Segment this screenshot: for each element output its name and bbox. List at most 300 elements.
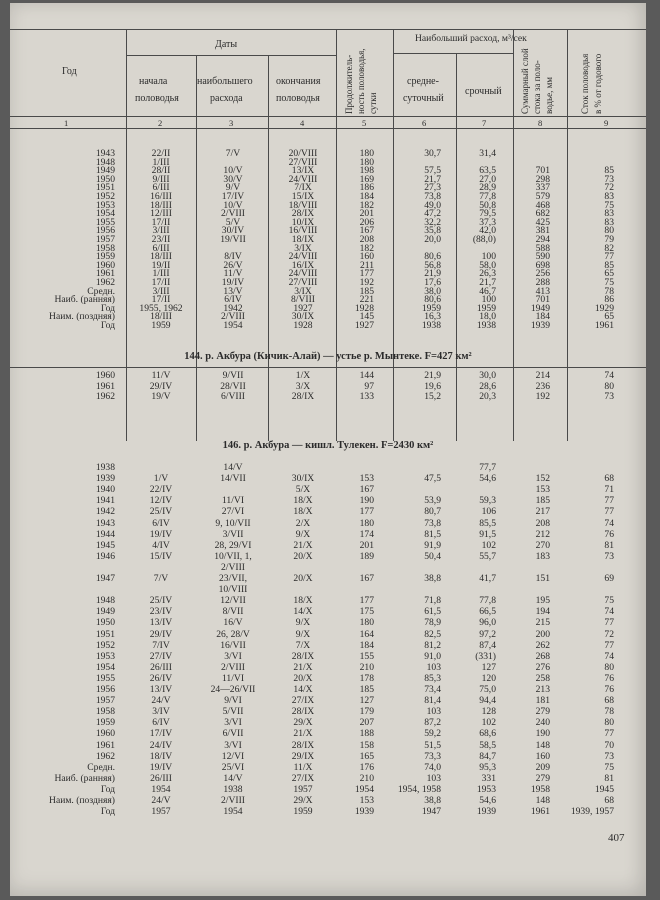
table-cell: 1928 <box>354 302 374 314</box>
table-cell: 32,2 <box>424 216 441 228</box>
table-cell: 7/V <box>153 573 169 584</box>
table-cell: 2/VIII <box>221 311 245 323</box>
table-cell: 100 <box>481 294 496 306</box>
table-cell: 9/III <box>152 173 170 185</box>
table-cell: 579 <box>535 191 550 202</box>
table-cell: 16/VII <box>220 639 246 651</box>
table-row <box>10 651 646 662</box>
table-cell: 1961 <box>594 320 614 331</box>
table-row <box>10 562 646 573</box>
table-cell: 77 <box>604 639 614 651</box>
table-cell: 1927 <box>354 320 374 331</box>
table-row <box>10 529 646 540</box>
table-cell: 24/VIII <box>288 173 318 185</box>
table-cell: 17/II <box>151 277 171 288</box>
table-cell: 256 <box>535 268 550 280</box>
table-cell: 94,4 <box>479 695 496 707</box>
table-cell: 1938 <box>223 783 243 795</box>
table-cell: (88,0) <box>472 234 496 245</box>
table-cell: 7/IX <box>294 182 312 194</box>
table-cell: 298 <box>535 173 550 185</box>
table-row <box>10 662 646 673</box>
table-cell: 15/IX <box>291 191 315 202</box>
table-row <box>10 381 646 392</box>
table-cell: 1942 <box>95 506 115 518</box>
table-cell: 1957 <box>151 806 171 818</box>
table-cell: 12/IV <box>149 495 173 507</box>
table-cell: 8/VII <box>222 606 244 618</box>
table-cell: 18,0 <box>479 311 496 323</box>
table-cell: 1929 <box>594 302 614 314</box>
table-cell: 19/II <box>151 259 171 271</box>
header-god: Год <box>62 66 77 77</box>
table-cell: 1960 <box>95 370 115 381</box>
table-cell: 85 <box>604 165 614 177</box>
table-cell: 1953 <box>95 199 115 211</box>
table-cell: 180 <box>359 148 374 159</box>
table-cell: 19/VII <box>220 234 246 245</box>
table-row <box>10 606 646 617</box>
table-cell: 28, 29/VI <box>214 539 252 551</box>
table-cell: 29/X <box>293 795 313 806</box>
table-cell: 682 <box>535 208 550 220</box>
table-cell: 18/X <box>293 495 313 507</box>
table-cell: 1/V <box>153 473 169 485</box>
table-cell: 58,5 <box>479 739 496 751</box>
table-row <box>10 551 646 562</box>
table-cell: 1955 <box>95 672 115 684</box>
table-cell: 175 <box>359 606 374 618</box>
table-cell: 18/X <box>293 506 313 518</box>
table-cell: 1953 <box>476 783 496 795</box>
table-cell: 1946 <box>95 550 115 562</box>
col-number: 8 <box>538 118 543 128</box>
table-cell: 27/VIII <box>288 156 318 168</box>
table-cell: 153 <box>359 473 374 485</box>
table-cell: 11/VI <box>221 495 245 507</box>
table-cell: 151 <box>535 573 550 584</box>
table-cell: Наим. (поздняя) <box>49 311 115 323</box>
col-number: 1 <box>64 118 69 128</box>
section3-title: 146. р. Акбура — кишл. Тулекен. F=2430 км² <box>222 440 434 451</box>
table-cell: 185 <box>535 495 550 507</box>
table-cell: 215 <box>535 617 550 629</box>
table-cell: 68 <box>604 795 614 806</box>
table-cell: 29/X <box>293 717 313 729</box>
table-cell: 16/VIII <box>288 225 318 237</box>
table-row <box>10 391 646 402</box>
table-cell: 210 <box>359 661 374 673</box>
table-cell: 1948 <box>95 156 115 168</box>
table-cell: 208 <box>535 517 550 529</box>
header-srochny: срочный <box>465 86 502 97</box>
table-cell: 13/IX <box>291 165 315 177</box>
table-cell: 55,7 <box>479 550 496 562</box>
table-cell: 100 <box>481 251 496 263</box>
table-cell: 79 <box>604 234 614 245</box>
document-page <box>10 3 646 896</box>
table-cell: 9/X <box>295 528 311 540</box>
table-cell: 54,6 <box>479 473 496 485</box>
table-cell: 186 <box>359 182 374 194</box>
table-cell: 73 <box>604 550 614 562</box>
table-cell: 50,4 <box>424 550 441 562</box>
table-cell: 26,3 <box>479 268 496 280</box>
table-row <box>10 740 646 751</box>
table-cell: 155 <box>359 650 374 662</box>
table-cell: 72 <box>604 182 614 194</box>
table-cell: 22/IV <box>149 484 173 496</box>
table-cell: 16/V <box>223 617 243 629</box>
header-prodolzh-3: сутки <box>368 92 378 114</box>
table-cell: 46,7 <box>479 285 496 297</box>
discharge-group-rule <box>393 53 513 54</box>
table-cell: 213 <box>535 684 550 695</box>
table-cell: 82 <box>604 242 614 254</box>
header-prodolzh-1: Продолжитель- <box>344 54 354 114</box>
table-cell: 160 <box>359 251 374 263</box>
table-cell: 102 <box>481 539 496 551</box>
table-cell: 184 <box>359 639 374 651</box>
table-cell: 81,4 <box>424 695 441 707</box>
table-cell: 81,5 <box>424 528 441 540</box>
table-cell: 148 <box>535 795 550 806</box>
table-cell: 96,0 <box>479 617 496 629</box>
table-cell: 180 <box>359 517 374 529</box>
table-cell: 1954 <box>223 320 243 331</box>
table-cell: 21,7 <box>479 277 496 288</box>
table-cell: 47,5 <box>424 473 441 485</box>
table-cell: 82,5 <box>424 628 441 640</box>
table-cell: 23/IV <box>149 606 173 618</box>
table-cell: Наиб. (ранняя) <box>54 294 115 306</box>
table-cell: 27/VIII <box>288 277 318 288</box>
table-cell: 1949 <box>95 606 115 618</box>
table-cell: 75 <box>604 199 614 211</box>
table-cell: 1959 <box>476 302 496 314</box>
table-cell: 167 <box>359 225 374 237</box>
table-cell: 95,3 <box>479 761 496 773</box>
header-prodolzh-2: ность половодья, <box>356 48 366 114</box>
header-stok-2: в % от годового <box>593 53 603 114</box>
col-number: 2 <box>158 118 163 128</box>
table-cell: 83 <box>604 216 614 228</box>
table-cell: 1927 <box>293 302 313 314</box>
col-number: 5 <box>362 118 367 128</box>
table-cell: 26, 28/V <box>216 628 250 640</box>
table-cell: 1961 <box>95 380 115 392</box>
table-cell: 21/X <box>293 539 313 551</box>
table-cell: 87,4 <box>479 639 496 651</box>
table-cell: 1954 <box>95 208 115 220</box>
col-number: 3 <box>229 118 234 128</box>
table-cell: (331) <box>475 650 496 662</box>
header-nachala-2: половодья <box>135 93 179 104</box>
table-cell: 1959 <box>421 302 441 314</box>
table-cell: 181 <box>535 695 550 707</box>
table-cell: 2/VIII <box>221 208 245 220</box>
table-cell: 71 <box>604 484 614 496</box>
table-cell: 6/VIII <box>221 391 245 402</box>
table-cell: 1958 <box>530 783 550 795</box>
table-cell: 97 <box>364 380 374 392</box>
table-cell: 1959 <box>95 717 115 729</box>
table-cell: 25/VI <box>221 761 245 773</box>
table-cell: 200 <box>535 628 550 640</box>
table-cell: 22/II <box>151 148 171 159</box>
table-cell: 91,5 <box>479 528 496 540</box>
table-cell: 1959 <box>95 251 115 263</box>
table-cell: 27,0 <box>479 173 496 185</box>
table-row <box>10 506 646 517</box>
table-cell: 11/X <box>293 761 313 773</box>
table-cell: 20/X <box>293 573 313 584</box>
table-row <box>10 695 646 706</box>
table-cell: 21,9 <box>424 268 441 280</box>
table-cell: 27/VI <box>221 506 245 518</box>
table-cell: 212 <box>535 528 550 540</box>
table-cell: 1947 <box>95 573 115 584</box>
table-cell: 3/VII <box>222 528 244 540</box>
table-cell: 184 <box>359 191 374 202</box>
table-cell: 27,3 <box>424 182 441 194</box>
table-cell: 18/III <box>150 199 172 211</box>
table-cell: 28/II <box>151 165 171 177</box>
table-cell: 1950 <box>95 617 115 629</box>
table-cell: 588 <box>535 242 550 254</box>
table-cell: 9/VI <box>224 695 242 707</box>
table-cell: 1943 <box>95 148 115 159</box>
table-cell: 1961 <box>530 806 550 818</box>
table-cell: 1957 <box>95 695 115 707</box>
table-cell: 5/V <box>225 216 241 228</box>
table-cell: 69 <box>604 573 614 584</box>
header-sredne-1: средне- <box>407 76 439 87</box>
table-cell: 425 <box>535 216 550 228</box>
table-cell: 29/IV <box>149 380 173 392</box>
table-cell: 77,8 <box>479 595 496 607</box>
table-cell: 148 <box>535 739 550 751</box>
table-cell: 701 <box>535 165 550 177</box>
table-cell: 63,5 <box>479 165 496 177</box>
table-cell: 2/VIII <box>221 561 245 573</box>
table-cell: 17/IV <box>149 728 173 740</box>
table-cell: 1952 <box>95 639 115 651</box>
table-cell: 73,4 <box>424 684 441 695</box>
table-cell: 288 <box>535 277 550 288</box>
dates-group-rule <box>126 55 336 56</box>
table-cell: 279 <box>535 772 550 784</box>
table-cell: 337 <box>535 182 550 194</box>
table-cell: 1952 <box>95 191 115 202</box>
table-cell: 80 <box>604 380 614 392</box>
table-cell: 38,0 <box>424 285 441 297</box>
table-cell: 3/IV <box>152 706 170 718</box>
table-row <box>10 806 646 817</box>
table-cell: 18/III <box>150 251 172 263</box>
table-cell: 182 <box>359 199 374 211</box>
table-cell: 47,2 <box>424 208 441 220</box>
table-cell: 1945 <box>95 539 115 551</box>
table-cell: 74 <box>604 370 614 381</box>
table-cell: 185 <box>359 684 374 695</box>
table-cell: 214 <box>535 370 550 381</box>
table-row <box>10 595 646 606</box>
col-number: 6 <box>422 118 427 128</box>
table-cell: 31,4 <box>479 148 496 159</box>
table-cell: 15/IV <box>149 550 173 562</box>
table-cell: 276 <box>535 661 550 673</box>
table-cell: 167 <box>359 484 374 496</box>
table-cell: 28/VII <box>220 380 246 392</box>
table-cell: 20/VIII <box>288 148 318 159</box>
table-cell: 78,9 <box>424 617 441 629</box>
table-cell: 1949 <box>530 302 550 314</box>
table-cell: 183 <box>535 550 550 562</box>
table-cell: 28,9 <box>479 182 496 194</box>
table-cell: Год <box>100 320 115 331</box>
table-cell: 74 <box>604 650 614 662</box>
table-cell: 61,5 <box>424 606 441 618</box>
table-cell: 258 <box>535 672 550 684</box>
table-cell: 4/IV <box>152 539 170 551</box>
table-cell: 6/VII <box>222 728 244 740</box>
table-cell: 1960 <box>95 259 115 271</box>
table-cell: 180 <box>359 617 374 629</box>
table-cell: 14/X <box>293 606 313 618</box>
table-row <box>10 370 646 381</box>
table-cell: 1959 <box>151 320 171 331</box>
table-cell: 184 <box>535 311 550 323</box>
table-cell: 23/VII, <box>219 573 247 584</box>
table-cell: 26/III <box>150 661 172 673</box>
table-row <box>10 673 646 684</box>
table-cell: 17/II <box>151 294 171 306</box>
table-cell: 76 <box>604 684 614 695</box>
table-cell: 59,3 <box>479 495 496 507</box>
table-cell: 14/X <box>293 684 313 695</box>
table-cell: 3/III <box>152 285 170 297</box>
table-cell: 71,8 <box>424 595 441 607</box>
table-cell: 29/IV <box>149 628 173 640</box>
table-cell: 1950 <box>95 173 115 185</box>
table-row <box>10 640 646 651</box>
table-row <box>10 684 646 695</box>
table-cell: 10/V <box>223 165 243 177</box>
table-cell: 77,7 <box>479 462 496 473</box>
table-cell: 13/IV <box>149 617 173 629</box>
table-cell: 1938 <box>95 462 115 473</box>
table-cell: 49,0 <box>424 199 441 211</box>
table-cell: 85,5 <box>479 517 496 529</box>
table-cell: 27/IV <box>149 650 173 662</box>
header-naib-1: наибольшего <box>197 76 253 87</box>
table-cell: 1955 <box>95 216 115 228</box>
table-cell: 1928 <box>293 320 313 331</box>
table-top-rule <box>10 29 646 30</box>
table-cell: 73 <box>604 391 614 402</box>
table-cell: 103 <box>426 772 441 784</box>
table-cell: 211 <box>359 259 374 271</box>
table-cell: 20/X <box>293 672 313 684</box>
table-cell: 76 <box>604 528 614 540</box>
header-okonch-1: окончания <box>276 76 321 87</box>
table-cell: 103 <box>426 706 441 718</box>
table-cell: 18/VIII <box>288 199 318 211</box>
table-cell: 26/IV <box>149 672 173 684</box>
table-cell: 468 <box>535 199 550 211</box>
table-cell: 23/II <box>151 234 171 245</box>
table-cell: 1956 <box>95 684 115 695</box>
table-cell: 3/X <box>295 380 311 392</box>
table-cell: 1956 <box>95 225 115 237</box>
table-cell: 6/IV <box>152 517 170 529</box>
table-cell: 19/V <box>151 391 171 402</box>
table-cell: 1949 <box>95 165 115 177</box>
table-cell: 3/IX <box>294 285 312 297</box>
table-cell: 153 <box>359 795 374 806</box>
table-cell: 1957 <box>293 783 313 795</box>
table-cell: 11/V <box>223 268 243 280</box>
table-cell: 1944 <box>95 528 115 540</box>
table-cell: 75,0 <box>479 684 496 695</box>
table-cell: 294 <box>535 234 550 245</box>
col-number: 7 <box>482 118 487 128</box>
header-bottom-rule <box>10 116 646 117</box>
table-cell: 77 <box>604 506 614 518</box>
table-cell: 26/V <box>223 259 243 271</box>
header-nachala-1: начала <box>139 76 168 87</box>
table-cell: 8/VIII <box>291 294 315 306</box>
table-cell: 80 <box>604 717 614 729</box>
table-cell: 18/IV <box>149 750 173 762</box>
table-row <box>10 717 646 728</box>
table-cell: 30,0 <box>479 370 496 381</box>
table-cell: 133 <box>359 391 374 402</box>
table-row <box>10 518 646 529</box>
table-cell: 77 <box>604 728 614 740</box>
table-cell: 53,9 <box>424 495 441 507</box>
table-cell: 1951 <box>95 628 115 640</box>
table-cell: 2/VIII <box>221 661 245 673</box>
table-cell: 1939 <box>354 806 374 818</box>
page-number: 407 <box>608 832 625 844</box>
table-cell: 41,7 <box>479 573 496 584</box>
table-cell: 1959 <box>293 806 313 818</box>
table-cell: 221 <box>359 294 374 306</box>
table-cell: 262 <box>535 639 550 651</box>
header-sredne-2: суточный <box>403 93 444 104</box>
table-cell: 12/VII <box>220 595 246 607</box>
col-number: 4 <box>300 118 305 128</box>
table-cell: 3/IX <box>294 242 312 254</box>
table-cell: 58,0 <box>479 259 496 271</box>
table-cell: 38,8 <box>424 573 441 584</box>
table-cell: 11/VI <box>221 672 245 684</box>
table-cell: Год <box>100 302 115 314</box>
table-cell: 17,6 <box>424 277 441 288</box>
table-cell: 80,6 <box>424 251 441 263</box>
table-cell: 9, 10/VII <box>215 517 251 529</box>
table-cell: 16,3 <box>424 311 441 323</box>
table-cell: 28/IX <box>291 706 315 718</box>
table-cell: 51,5 <box>424 739 441 751</box>
table-cell: 1/X <box>295 370 311 381</box>
table-cell: Наиб. (ранняя) <box>54 772 115 784</box>
table-cell: 81 <box>604 539 614 551</box>
table-cell: 7/V <box>225 148 241 159</box>
table-cell: 10/V <box>223 199 243 211</box>
